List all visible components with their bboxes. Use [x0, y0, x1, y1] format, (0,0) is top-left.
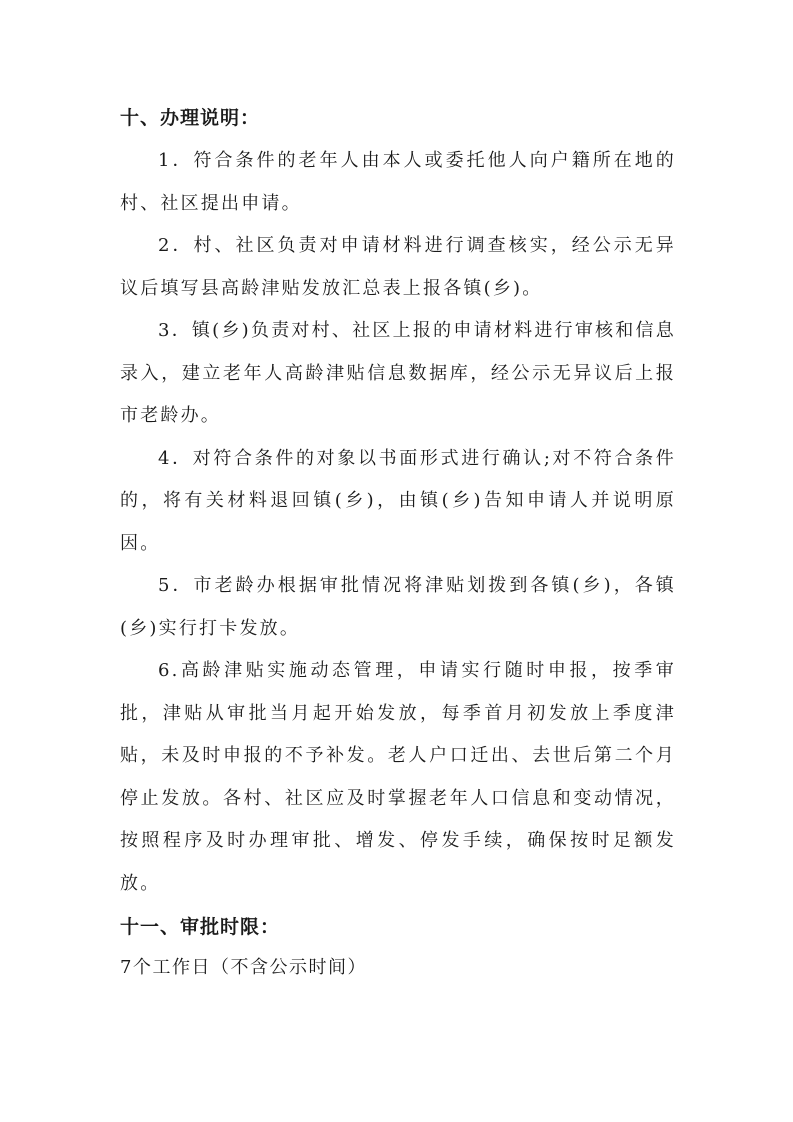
section-10-heading: 十、办理说明： — [120, 107, 261, 129]
section-11-text: 7个工作日（不含公示时间） — [120, 957, 367, 978]
section-10-item-1: 1．符合条件的老年人由本人或委托他人向户籍所在地的村、社区提出申请。 — [120, 150, 676, 214]
section-10-item-2: 2．村、社区负责对申请材料进行调查核实，经公示无异议后填写县高龄津贴发放汇总表上报各镇(乡)。 — [120, 235, 676, 299]
section-10-item-6: 6.高龄津贴实施动态管理，申请实行随时申报，按季审批，津贴从审批当月起开始发放，每季首月初发放上季度津贴，未及时申报的不予补发。老人户口迁出、去世后第二个月停止发放。各村、社区应及时掌握老年人口信息和变动情况，按照程序及时办理审批、增发、停发手续，确保按时足额发放。 — [120, 660, 676, 894]
section-11-heading: 十一、审批时限： — [120, 916, 281, 938]
section-10-item-4: 4．对符合条件的对象以书面形式进行确认;对不符合条件的，将有关材料退回镇(乡)，由镇(乡)告知申请人并说明原因。 — [120, 447, 676, 554]
section-10-item-5: 5．市老龄办根据审批情况将津贴划拨到各镇(乡)，各镇(乡)实行打卡发放。 — [120, 575, 676, 639]
document-content — [120, 98, 676, 989]
section-10-item-3: 3．镇(乡)负责对村、社区上报的申请材料进行审核和信息录入，建立老年人高龄津贴信息数据库，经公示无异议后上报市老龄办。 — [120, 320, 676, 426]
